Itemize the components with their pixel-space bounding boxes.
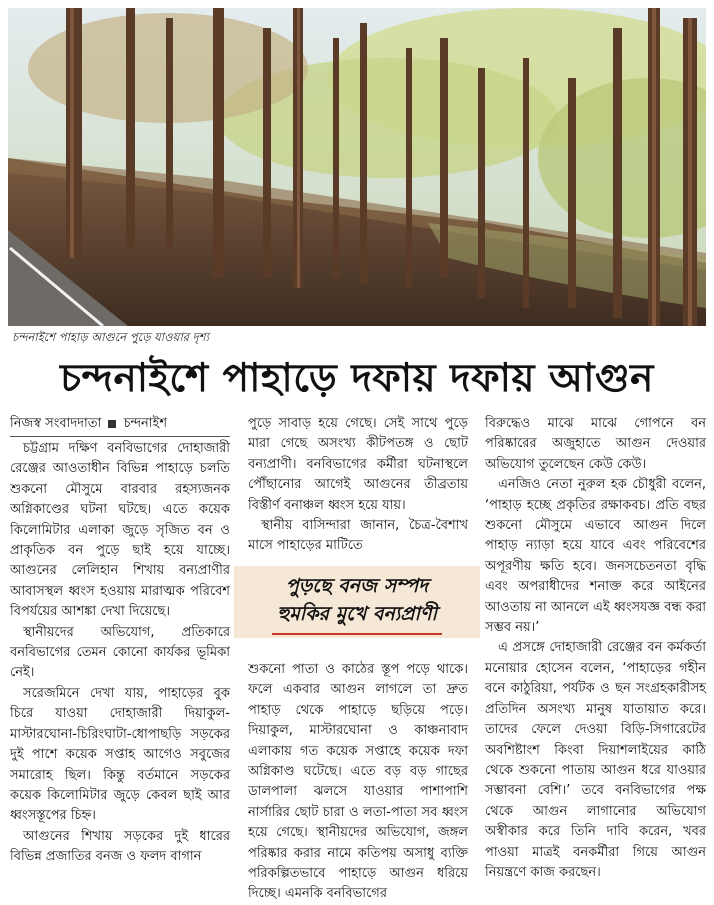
burnt-hillside-forest-image [8, 8, 706, 326]
square-bullet-icon [108, 420, 116, 428]
article-column-2-bottom [248, 660, 468, 905]
reporter: নিজস্ব সংবাদদাতা [10, 416, 102, 431]
paragraph: বিরুদ্ধেও মাঝে মাঝে গোপনে বন পরিষ্কারের অজুহাতে আগুন দেওয়ার অভিযোগ তুলেছেন কেউ কেউ। [485, 416, 706, 472]
article-column-3 [485, 414, 706, 883]
article-column-1 [10, 414, 230, 868]
news-photo [8, 8, 706, 326]
paragraph: এ প্রসঙ্গে দোহাজারী রেঞ্জের বন কর্মকর্তা মনোয়ার হোসেন বলেন, ‘পাহাড়ের গহীন বনে কাঠুরিয়া, পর্যটক ও ছন সংগ্রহকারীসহ প্রতিদিন অসংখ্য মানুষ যাতায়াত করে। তাদের ফেলে দেওয়া বিড়ি-সিগারেটের অবশিষ্টাংশ কিংবা দিয়াশলাইয়ের কাঠি থেকে শুকনো পাতায় আগুন ধরে যাওয়ার সম্ভাবনা বেশি।’ তবে বনবিভাগের পক্ষ থেকে আগুন লাগানোর অভিযোগ অস্বীকার করে তিনি দাবি করেন, খবর পাওয়া মাত্রই বনকর্মীরা গিয়ে আগুন নিয়ন্ত্রণে কাজ করছেন। [485, 640, 706, 880]
article-column-2-top [248, 414, 468, 557]
pull-quote [234, 566, 480, 638]
paragraph: আগুনের শিখায় সড়কের দুই ধারের বিভিন্ন প্রজাতির বনজ ও ফলদ বাগান [10, 828, 230, 865]
paragraph: পুড়ে সাবাড় হয়ে গেছে। সেই সাথে পুড়ে মারা গেছে অসংখ্য কীটপতঙ্গ ও ছোট বন্যপ্রাণী। বনবিভাগের কর্মীরা ঘটনাস্থলে পৌঁছানোর আগেই আগুনের তীব্রতায় বিস্তীর্ণ বনাঞ্চল ধ্বংস হয়ে যায়। [248, 416, 468, 513]
dateline-place: চন্দনাইশ [123, 416, 168, 431]
headline: চন্দনাইশে পাহাড়ে দফায় দফায় আগুন [60, 356, 654, 401]
byline [10, 414, 230, 437]
photo-caption: চন্দনাইশে পাহাড় আগুনে পুড়ে যাওয়ার দৃশ্য [12, 330, 209, 344]
pull-quote-line: হুমকির মুখে বন্যপ্রাণী [277, 603, 437, 625]
paragraph: সরেজমিনে দেখা যায়, পাহাড়ের বুক চিরে যাওয়া দোহাজারী দিয়াকুল-মাস্টারঘোনা-চিরিংঘাটা-ধোপাছড়ি সড়কের দুই পাশে কয়েক সপ্তাহ আগেও সবুজের সমারোহ ছিল। কিন্তু বর্তমানে সড়কের কয়েক কিলোমিটার জুড়ে কেবল ছাই আর ধ্বংসস্তূপের চিহ্ন। [10, 685, 230, 824]
paragraph: স্থানীয়দের অভিযোগ, প্রতিকারে বনবিভাগের তেমন কোনো কার্যকর ভূমিকা নেই। [10, 624, 230, 681]
paragraph: শুকনো পাতা ও কাঠের স্তূপ পড়ে থাকে। ফলে একবার আগুন লাগলে তা দ্রুত পাহাড় থেকে পাহাড়ে ছড়িয়ে পড়ে। দিয়াকুল, মাস্টারঘোনা ও কাঞ্চনাবাদ এলাকায় গত কয়েক সপ্তাহে কয়েক দফা অগ্নিকাণ্ড ঘটেছে। এতে বড় বড় গাছের ডালপালা ঝলসে যাওয়ার পাশাপাশি নার্সারির ছোট চারা ও লতা-পাতা সব ধ্বংস হয়ে গেছে। স্থানীয়দের অভিযোগ, জঙ্গল পরিষ্কার করার নামে কতিপয় অসাধু ব্যক্তি পরিকল্পিতভাবে পাহাড়ে আগুন ধরিয়ে দিচ্ছে। এমনকি বনবিভাগের [248, 662, 468, 902]
pull-quote-line: পুড়ছে বনজ সম্পদ [285, 575, 429, 597]
paragraph: স্থানীয় বাসিন্দারা জানান, চৈত্র-বৈশাখ মাসে পাহাড়ের মাটিতে [248, 518, 468, 554]
paragraph: এনজিও নেতা নুরুল হক চৌধুরী বলেন, ‘পাহাড় হচ্ছে প্রকৃতির রক্ষাকবচ। প্রতি বছর শুকনো মৌসুমে এভাবে আগুন দিলে পাহাড় ন্যাড়া হয়ে যাবে এবং পরিবেশের অপূরণীয় ক্ষতি হবে। জনসচেতনতা বৃদ্ধি এবং অপরাধীদের শনাক্ত করে আইনের আওতায় না আনলে এই ধ্বংসযজ্ঞ বন্ধ করা সম্ভব নয়।’ [485, 477, 706, 636]
paragraph: চট্টগ্রাম দক্ষিণ বনবিভাগের দোহাজারী রেঞ্জের আওতাধীন বিভিন্ন পাহাড়ে চলতি শুকনো মৌসুমে বারবার রহস্যজনক অগ্নিকাণ্ডের ঘটনা ঘটছে। এতে কয়েক কিলোমিটার এলাকা জুড়ে সৃজিত বন ও প্রাকৃতিক বন পুড়ে ছাই হয়ে যাচ্ছে। আগুনের লেলিহান শিখায় বন্যপ্রাণীর আবাসস্থল ধ্বংস হওয়ায় মারাত্মক পরিবেশ বিপর্যয়ের আশঙ্কা দেখা দিয়েছে। [10, 441, 230, 620]
pull-quote-rule [272, 633, 442, 635]
